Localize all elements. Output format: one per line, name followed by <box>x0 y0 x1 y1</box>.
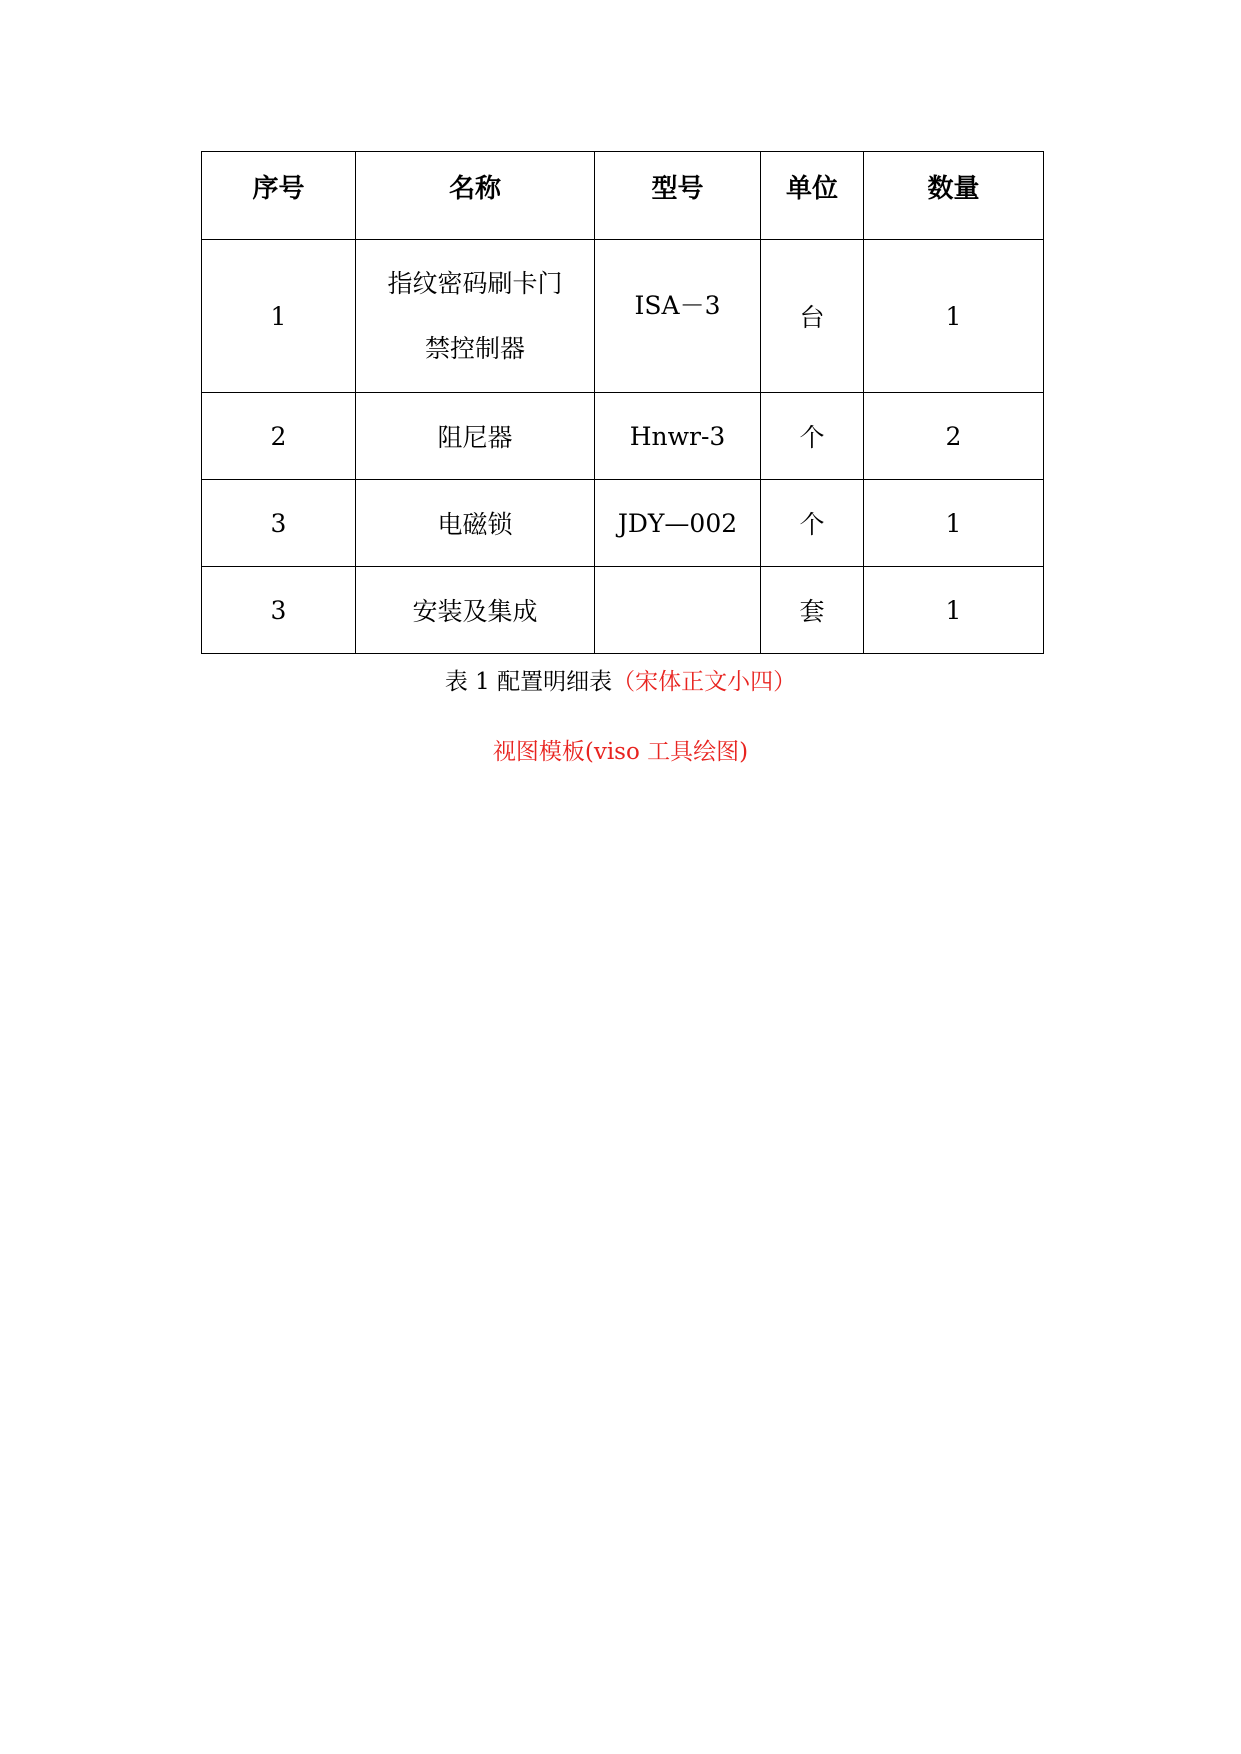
cell-name <box>356 240 595 393</box>
table-caption <box>0 663 1241 696</box>
table-row <box>202 480 1044 567</box>
cell-unit: 个 <box>761 480 864 567</box>
cell-name: 安装及集成 <box>356 567 595 654</box>
cell-qty: 1 <box>864 480 1044 567</box>
table-header-row <box>202 152 1044 240</box>
cell-index: 3 <box>202 480 356 567</box>
cell-qty: 1 <box>864 567 1044 654</box>
config-table <box>201 151 1044 654</box>
cell-unit: 个 <box>761 393 864 480</box>
template-note: 视图模板(viso 工具绘图) <box>492 739 749 765</box>
cell-index: 2 <box>202 393 356 480</box>
cell-model <box>595 567 761 654</box>
cell-name: 阻尼器 <box>356 393 595 480</box>
table-row <box>202 240 1044 393</box>
header-qty: 数量 <box>864 152 1044 240</box>
cell-name-line1: 指纹密码刷卡门 <box>387 269 563 298</box>
header-index: 序号 <box>202 152 356 240</box>
cell-model: ISA－3 <box>595 240 761 393</box>
cell-model: JDY—002 <box>595 480 761 567</box>
cell-index: 1 <box>202 240 356 393</box>
header-model: 型号 <box>595 152 761 240</box>
header-name: 名称 <box>356 152 595 240</box>
cell-qty: 2 <box>864 393 1044 480</box>
table-row <box>202 393 1044 480</box>
caption-font-note: （宋体正文小四） <box>612 669 797 695</box>
cell-name: 电磁锁 <box>356 480 595 567</box>
cell-unit: 套 <box>761 567 864 654</box>
caption-main: 表 1 配置明细表 <box>444 669 613 695</box>
header-unit: 单位 <box>761 152 864 240</box>
cell-index: 3 <box>202 567 356 654</box>
cell-model: Hnwr-3 <box>595 393 761 480</box>
cell-unit: 台 <box>761 240 864 393</box>
cell-name-line2: 禁控制器 <box>424 334 525 363</box>
cell-qty: 1 <box>864 240 1044 393</box>
table-row <box>202 567 1044 654</box>
